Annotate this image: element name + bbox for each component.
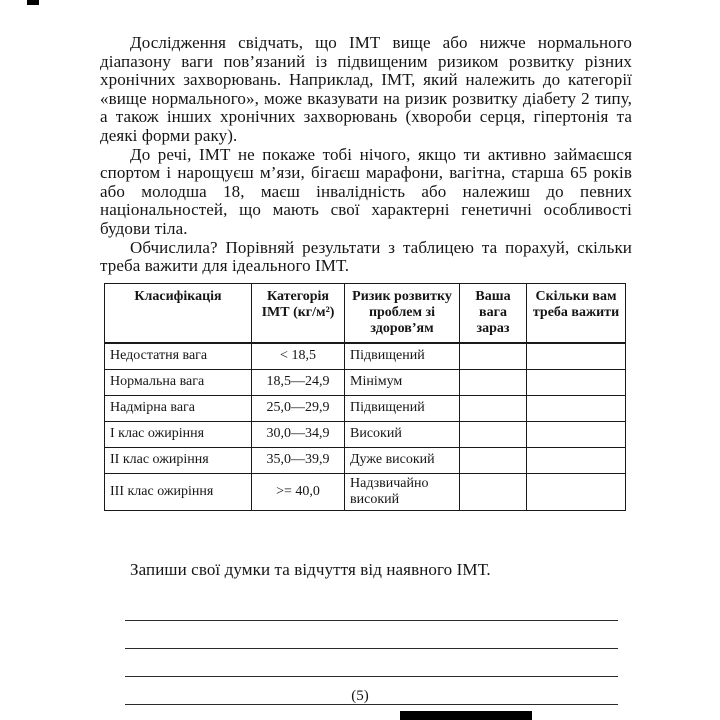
table-row: [105, 369, 626, 395]
table-cell: 30,0—34,9: [252, 421, 345, 447]
writing-line: [125, 593, 618, 621]
table-cell: Високий: [345, 421, 460, 447]
table-cell-empty: [527, 447, 626, 473]
table-cell-empty: [460, 421, 527, 447]
table-cell: Недостатня вага: [105, 343, 252, 370]
bmi-table-body: [105, 343, 626, 511]
table-cell: 35,0—39,9: [252, 447, 345, 473]
table-cell: ІІ клас ожиріння: [105, 447, 252, 473]
table-cell: 18,5—24,9: [252, 369, 345, 395]
scan-artifact-top: [27, 0, 39, 5]
page-content: [100, 34, 632, 705]
table-row: [105, 473, 626, 510]
table-cell: Нормальна вага: [105, 369, 252, 395]
table-cell: Підвищений: [345, 343, 460, 370]
table-cell-empty: [460, 369, 527, 395]
table-cell-empty: [527, 343, 626, 370]
table-cell: < 18,5: [252, 343, 345, 370]
page-number: (5): [351, 688, 369, 704]
table-cell-empty: [527, 395, 626, 421]
writing-line: [125, 649, 618, 677]
table-cell-empty: [460, 473, 527, 510]
bmi-table-head: [105, 283, 626, 343]
scan-artifact-bottom: [400, 711, 532, 720]
bmi-table: [104, 283, 626, 511]
table-cell-empty: [460, 447, 527, 473]
table-cell: Надзвичайно високий: [345, 473, 460, 510]
paragraph-bmi-exceptions: До речі, ІМТ не покаже тобі нічого, якщо ти активно займаєшся спортом і нарощуєш м’язи, бігаєш марафони, вагітна, старша 65 років або молодша 18, маєш інвалідність або належиш до певних національностей, що мають свої характерні генетичні особливості будови тіла.: [100, 144, 632, 238]
header-target-weight: Скільки вам треба важити: [527, 283, 626, 343]
table-cell: І клас ожиріння: [105, 421, 252, 447]
paragraph-bmi-risks: Дослідження свідчать, що ІМТ вище або нижче нормального діапазону ваги пов’язаний із підвищеним ризиком розвитку різних хронічних захворювань. Наприклад, ІМТ, який належить до категорії «вище нормального», може вказувати на ризик розвитку діабету 2 типу, а також інших хронічних захворювань (хвороби серця, гіпертонія та деякі форми раку).: [100, 33, 632, 145]
table-cell-empty: [527, 369, 626, 395]
table-row: [105, 421, 626, 447]
table-cell-empty: [527, 473, 626, 510]
table-cell: Надмірна вага: [105, 395, 252, 421]
table-cell: Дуже високий: [345, 447, 460, 473]
header-bmi-category: Категорія ІМТ (кг/м²): [252, 283, 345, 343]
header-current-weight: Ваша вага зараз: [460, 283, 527, 343]
paragraph-compare-instruction: Обчислила? Порівняй результати з таблицею та порахуй, скільки треба важити для ідеального ІМТ.: [100, 237, 632, 276]
table-cell: Мінімум: [345, 369, 460, 395]
writing-prompt: Запиши свої думки та відчуття від наявного ІМТ.: [130, 559, 491, 579]
header-health-risk: Ризик розвитку проблем зі здоров’ям: [345, 283, 460, 343]
table-cell: ІІІ клас ожиріння: [105, 473, 252, 510]
table-cell-empty: [460, 395, 527, 421]
table-row: [105, 395, 626, 421]
table-cell: >= 40,0: [252, 473, 345, 510]
header-classification: Класифікація: [105, 283, 252, 343]
table-cell-empty: [460, 343, 527, 370]
table-row: [105, 343, 626, 370]
table-cell: 25,0—29,9: [252, 395, 345, 421]
table-header-row: [105, 283, 626, 343]
table-row: [105, 447, 626, 473]
table-cell: Підвищений: [345, 395, 460, 421]
table-cell-empty: [527, 421, 626, 447]
writing-line: [125, 621, 618, 649]
